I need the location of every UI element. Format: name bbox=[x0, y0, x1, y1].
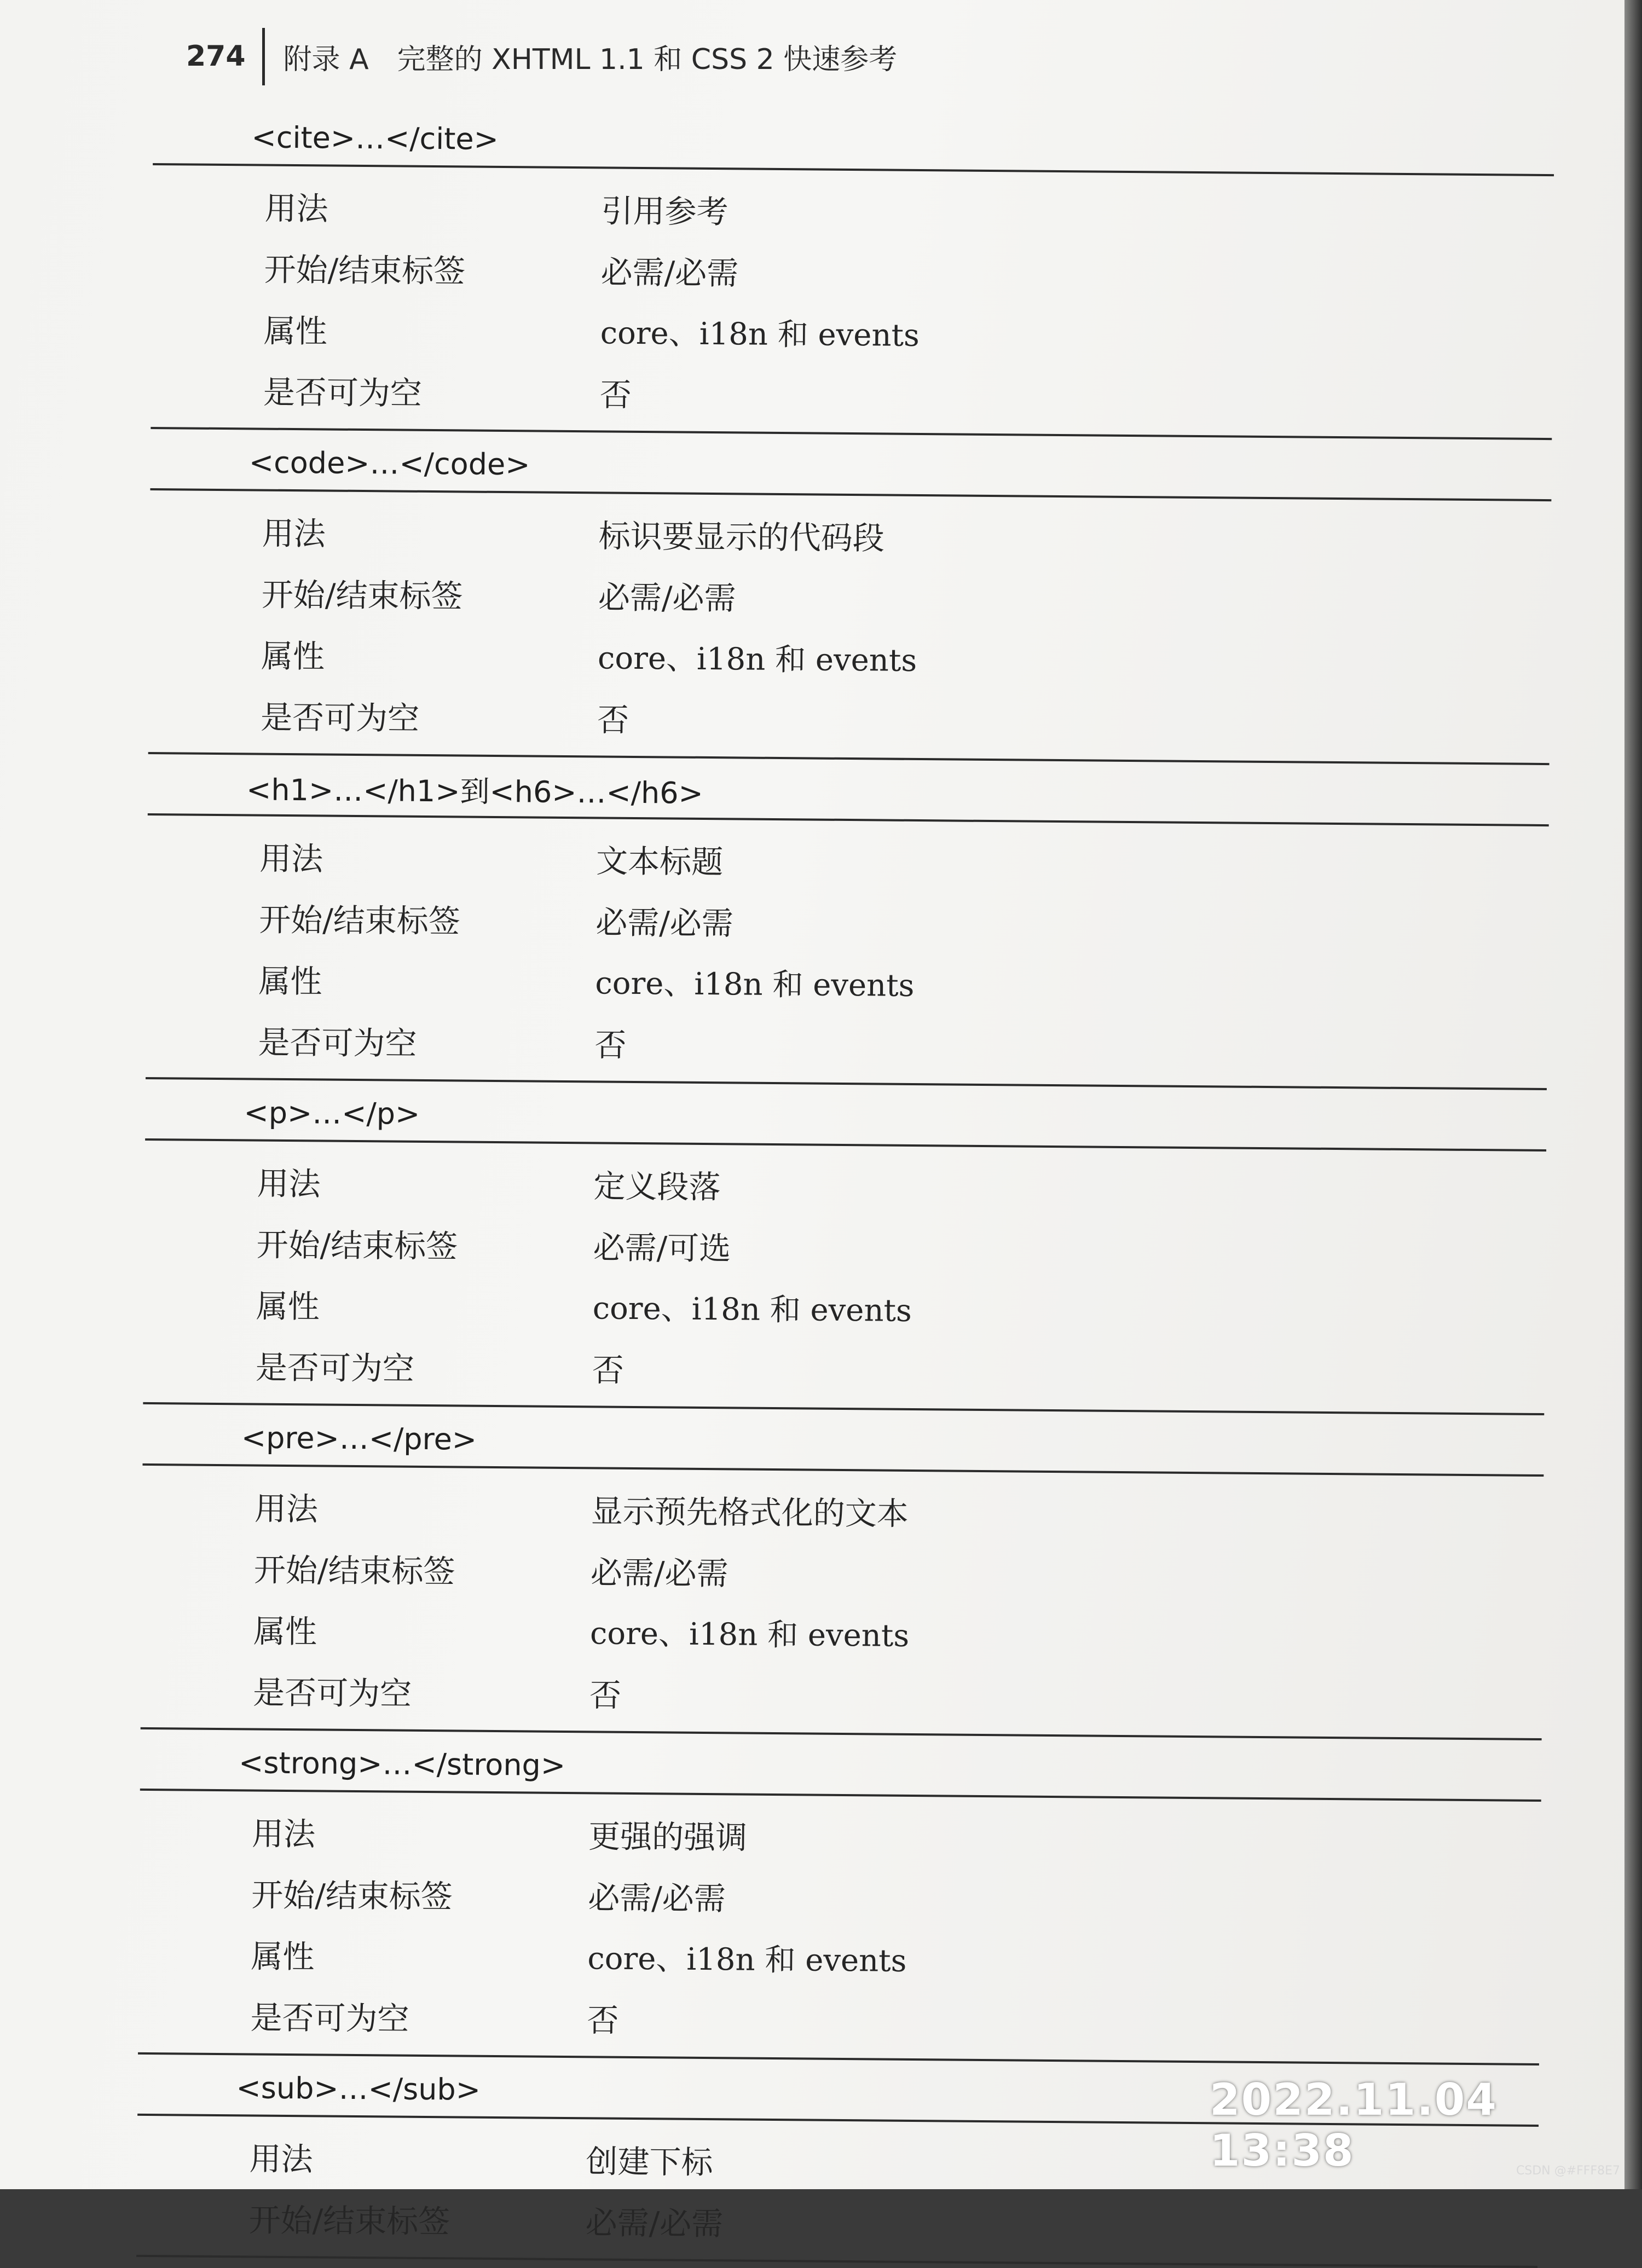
section-header bbox=[150, 429, 1552, 501]
row-value: core、i18n 和 events bbox=[597, 640, 917, 679]
section-body bbox=[151, 165, 1554, 440]
section-headings bbox=[146, 754, 1550, 1090]
row-tags bbox=[139, 1861, 1541, 1933]
row-key: 用法 bbox=[251, 1815, 316, 1853]
row-value: 否 bbox=[594, 1026, 627, 1064]
row-value: 创建下标 bbox=[586, 2143, 713, 2182]
section-body bbox=[141, 1466, 1544, 1740]
row-key: 是否可为空 bbox=[258, 1023, 417, 1062]
row-attributes bbox=[138, 1922, 1540, 1994]
row-key: 用法 bbox=[254, 1490, 319, 1528]
row-value: core、i18n 和 events bbox=[595, 965, 915, 1004]
row-value: 必需/可选 bbox=[593, 1229, 731, 1268]
section-tag: <sub>…</sub> bbox=[236, 2070, 481, 2107]
row-usage bbox=[142, 1474, 1543, 1547]
row-value: 必需/必需 bbox=[598, 578, 736, 617]
row-value: core、i18n 和 events bbox=[592, 1291, 912, 1329]
row-key: 用法 bbox=[249, 2140, 313, 2178]
row-value: 引用参考 bbox=[601, 192, 729, 231]
row-value: core、i18n 和 events bbox=[589, 1616, 910, 1654]
row-key: 用法 bbox=[257, 1165, 321, 1203]
section-code bbox=[148, 429, 1552, 765]
row-key: 用法 bbox=[264, 189, 328, 228]
row-usage bbox=[144, 1149, 1546, 1222]
row-attributes bbox=[141, 1597, 1543, 1669]
row-value: 必需/必需 bbox=[600, 253, 739, 292]
row-tags bbox=[149, 560, 1551, 633]
page-header bbox=[186, 26, 897, 86]
section-p bbox=[143, 1079, 1547, 1415]
section-header bbox=[145, 1079, 1547, 1152]
row-key: 属性 bbox=[258, 962, 322, 1000]
row-key: 开始/结束标签 bbox=[264, 251, 466, 290]
section-pre bbox=[141, 1404, 1545, 1740]
row-key: 用法 bbox=[259, 840, 323, 878]
section-body bbox=[148, 490, 1552, 765]
row-empty bbox=[148, 683, 1550, 755]
row-usage bbox=[147, 824, 1549, 896]
row-value: core、i18n 和 events bbox=[600, 315, 920, 354]
section-header bbox=[148, 754, 1550, 826]
section-body bbox=[143, 1141, 1546, 1415]
section-cite bbox=[151, 104, 1554, 440]
row-key: 是否可为空 bbox=[250, 1999, 409, 2038]
row-key: 是否可为空 bbox=[252, 1674, 412, 1712]
section-header bbox=[153, 104, 1554, 176]
row-value: 必需/必需 bbox=[590, 1554, 729, 1593]
row-key: 开始/结束标签 bbox=[256, 1226, 458, 1265]
row-value: 更强的强调 bbox=[588, 1818, 748, 1856]
page-edge-shadow bbox=[1624, 0, 1642, 2189]
row-key: 是否可为空 bbox=[263, 373, 423, 412]
section-tag: <code>…</code> bbox=[248, 444, 530, 482]
row-tags bbox=[144, 1211, 1546, 1283]
row-attributes bbox=[146, 947, 1548, 1019]
row-empty bbox=[138, 1983, 1540, 2056]
section-body bbox=[146, 815, 1549, 1090]
row-usage bbox=[149, 499, 1551, 571]
row-tags bbox=[142, 1536, 1543, 1608]
section-tag: <h1>…</h1>到<h6>…</h6> bbox=[246, 772, 704, 811]
row-value: 标识要显示的代码段 bbox=[598, 517, 885, 557]
row-value: 显示预先格式化的文本 bbox=[591, 1492, 909, 1532]
section-tag: <p>…</p> bbox=[244, 1095, 420, 1131]
row-attributes bbox=[151, 297, 1553, 369]
page-number: 274 bbox=[186, 40, 246, 73]
row-value: 否 bbox=[589, 1676, 622, 1714]
row-empty bbox=[151, 358, 1552, 430]
header-divider bbox=[262, 28, 265, 85]
photo-timestamp: 2022.11.04 13:38 bbox=[1210, 2074, 1498, 2176]
section-header bbox=[142, 1404, 1544, 1477]
row-value: 否 bbox=[599, 376, 632, 414]
row-key: 开始/结束标签 bbox=[261, 576, 463, 615]
row-value: 定义段落 bbox=[593, 1167, 721, 1206]
row-key: 开始/结束标签 bbox=[259, 901, 461, 940]
row-key: 开始/结束标签 bbox=[253, 1551, 455, 1590]
row-key: 属性 bbox=[253, 1612, 317, 1651]
row-usage bbox=[140, 1800, 1541, 1872]
row-value: core、i18n 和 events bbox=[587, 1941, 907, 1979]
reference-sections bbox=[136, 104, 1554, 2268]
section-tag: <cite>…</cite> bbox=[251, 119, 499, 157]
row-empty bbox=[146, 1008, 1547, 1080]
row-empty bbox=[141, 1658, 1542, 1731]
row-value: 文本标题 bbox=[595, 842, 724, 881]
section-body bbox=[138, 1791, 1541, 2066]
row-key: 属性 bbox=[261, 637, 325, 675]
row-key: 开始/结束标签 bbox=[248, 2201, 450, 2241]
row-tags bbox=[152, 235, 1553, 308]
row-key: 属性 bbox=[256, 1287, 320, 1326]
row-empty bbox=[143, 1333, 1545, 1405]
row-key: 开始/结束标签 bbox=[251, 1876, 453, 1916]
row-key: 属性 bbox=[251, 1937, 315, 1976]
site-watermark: CSDN @#FFF8E7 bbox=[1516, 2164, 1621, 2178]
section-strong bbox=[138, 1729, 1542, 2066]
row-value: 必需/必需 bbox=[585, 2204, 724, 2243]
header-title: 附录 A 完整的 XHTML 1.1 和 CSS 2 快速参考 bbox=[283, 43, 898, 76]
row-key: 用法 bbox=[262, 514, 326, 553]
row-value: 否 bbox=[592, 1351, 625, 1389]
section-header bbox=[140, 1729, 1542, 1802]
row-attributes bbox=[149, 622, 1551, 694]
row-attributes bbox=[143, 1272, 1545, 1344]
row-value: 必需/必需 bbox=[588, 1879, 726, 1918]
row-key: 属性 bbox=[263, 312, 328, 350]
section-tag: <strong>…</strong> bbox=[238, 1745, 566, 1783]
row-key: 是否可为空 bbox=[255, 1349, 415, 1387]
row-tags bbox=[136, 2186, 1538, 2258]
row-usage bbox=[152, 174, 1554, 246]
row-value: 否 bbox=[597, 701, 629, 739]
row-tags bbox=[147, 886, 1548, 958]
row-value: 否 bbox=[587, 2001, 619, 2039]
row-key: 是否可为空 bbox=[260, 698, 420, 737]
section-tag: <pre>…</pre> bbox=[241, 1420, 477, 1457]
row-value: 必需/必需 bbox=[595, 904, 734, 942]
